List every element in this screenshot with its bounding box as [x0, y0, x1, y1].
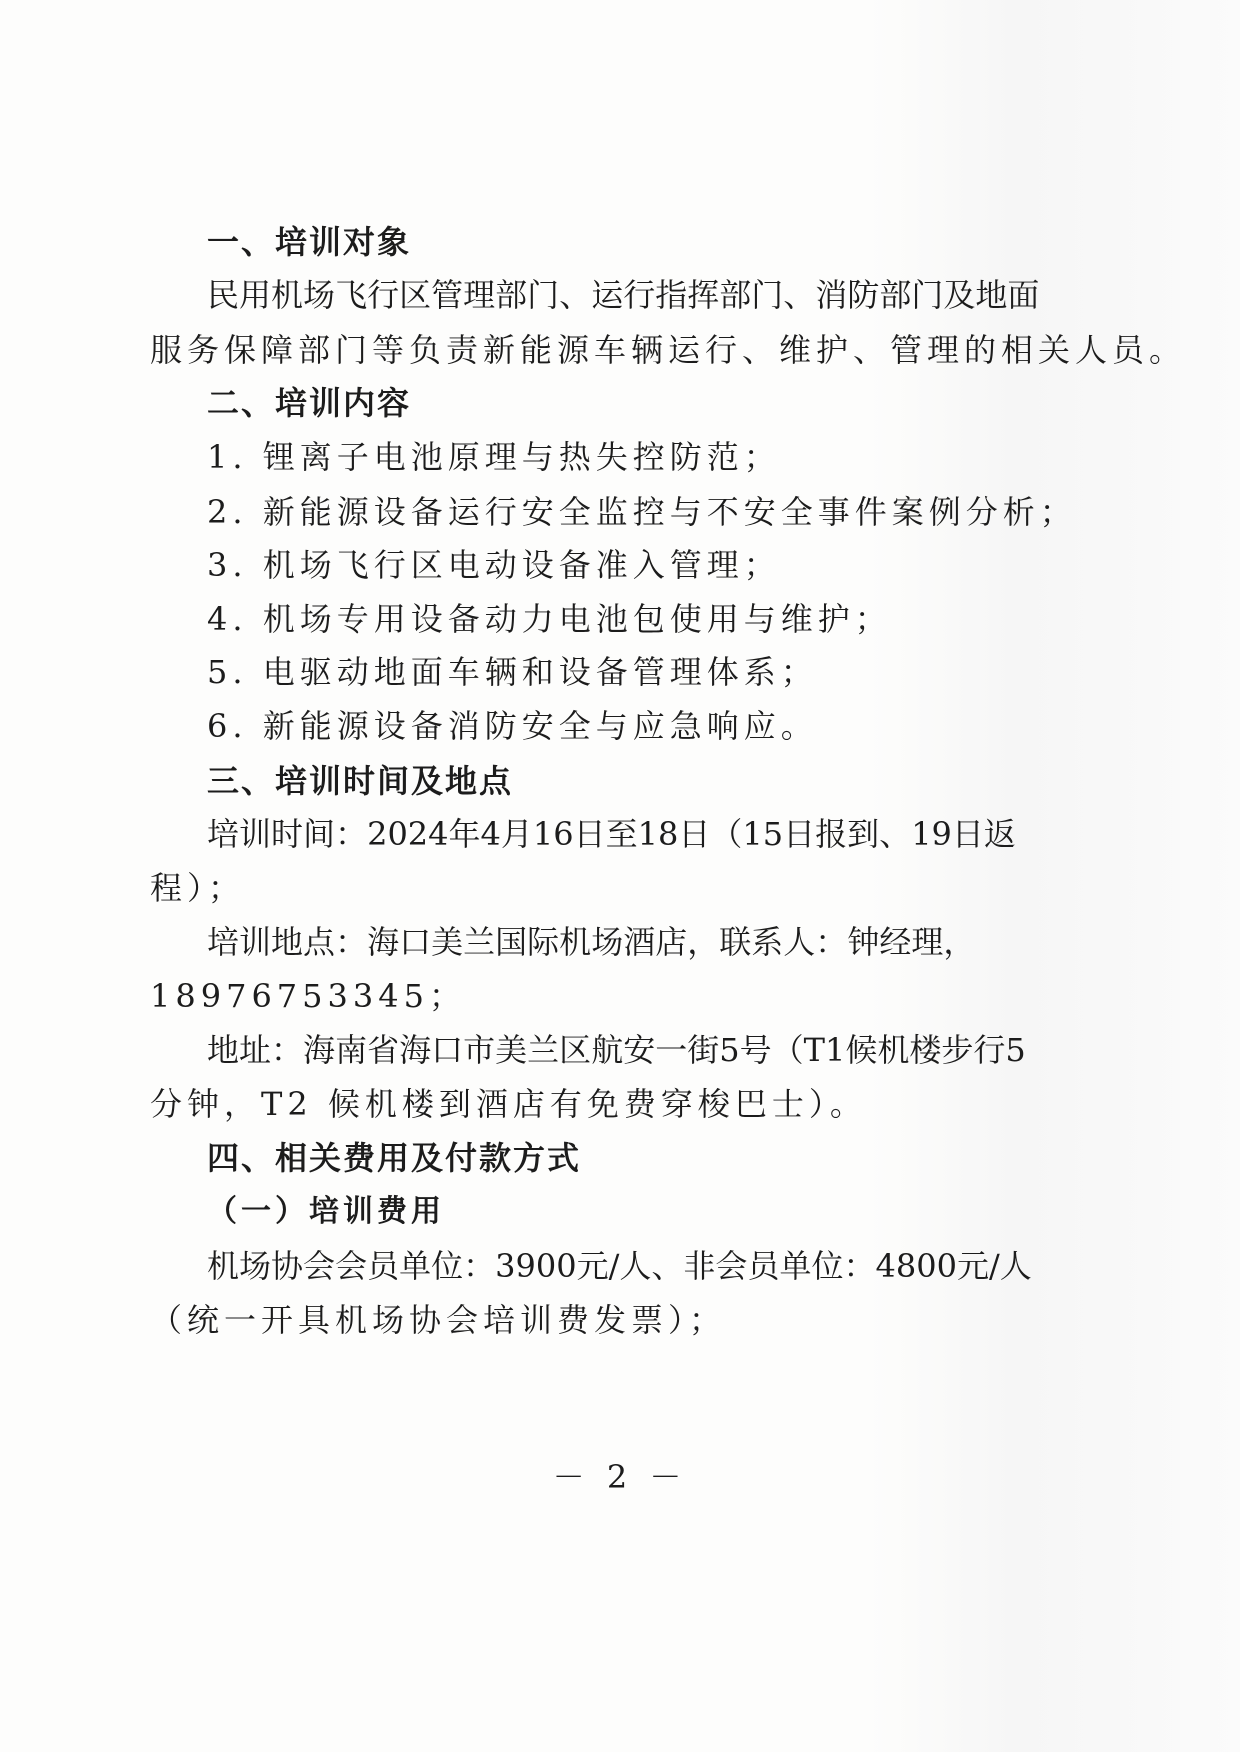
paragraph-address-line-1 — [207, 1030, 1026, 1070]
text-glyph: 省 — [367, 1031, 400, 1069]
list-item-content-3: 3. 机场飞行区电动设备准入管理； — [207, 546, 781, 584]
text-glyph: 行 — [367, 276, 400, 314]
text-glyph: 元 — [576, 1247, 609, 1285]
text-glyph: / — [608, 1247, 620, 1285]
text-glyph: 人 — [999, 1247, 1032, 1285]
text-glyph: 至 — [605, 815, 638, 853]
text-glyph: 酒 — [623, 923, 656, 961]
text-glyph: 系 — [751, 923, 784, 961]
paragraph-training-time-line-1 — [207, 814, 1016, 854]
text-glyph: 训 — [239, 923, 272, 961]
text-glyph: 海 — [399, 1031, 432, 1069]
text-glyph: 到 — [847, 815, 880, 853]
text-glyph: 3900 — [495, 1247, 577, 1285]
list-item-content-5: 5. 电驱动地面车辆和设备管理体系； — [207, 653, 818, 691]
text-glyph: 会 — [303, 1247, 336, 1285]
text-glyph: 间 — [303, 815, 336, 853]
text-glyph: 4800 — [875, 1247, 957, 1285]
text-glyph: 区 — [559, 1031, 592, 1069]
text-glyph: 机 — [559, 923, 592, 961]
text-glyph: 地 — [207, 1031, 240, 1069]
text-glyph: 经 — [879, 923, 912, 961]
text-glyph: 场 — [303, 276, 336, 314]
text-glyph: 候 — [845, 1031, 878, 1069]
text-glyph: 钟 — [847, 923, 880, 961]
paragraph-fees-line-1 — [207, 1246, 1032, 1286]
text-glyph: 5 — [1005, 1031, 1026, 1069]
text-glyph: 日 — [783, 815, 816, 853]
text-glyph: （ — [710, 815, 743, 853]
text-glyph: 号 — [739, 1031, 772, 1069]
text-glyph: 人 — [783, 923, 816, 961]
text-glyph: 场 — [239, 1247, 272, 1285]
text-glyph: 步 — [941, 1031, 974, 1069]
text-glyph: 2024 — [367, 815, 449, 853]
text-glyph: 非 — [683, 1247, 716, 1285]
text-glyph: 元 — [956, 1247, 989, 1285]
text-glyph: 培 — [207, 923, 240, 961]
text-glyph: 市 — [463, 1031, 496, 1069]
text-glyph: 联 — [719, 923, 752, 961]
text-glyph: 兰 — [463, 923, 496, 961]
list-item-content-4: 4. 机场专用设备动力电池包使用与维护； — [207, 600, 892, 638]
text-glyph: 、 — [783, 276, 816, 314]
text-glyph: 人 — [619, 1247, 652, 1285]
text-glyph: ， — [943, 923, 976, 961]
text-glyph: 及 — [943, 276, 976, 314]
text-glyph: 年 — [448, 815, 481, 853]
text-glyph: 训 — [239, 815, 272, 853]
text-glyph: 机 — [207, 1247, 240, 1285]
text-glyph: 面 — [1007, 276, 1040, 314]
text-glyph: / — [988, 1247, 1000, 1285]
text-glyph: 会 — [335, 1247, 368, 1285]
text-glyph: 店 — [655, 923, 688, 961]
text-glyph: 门 — [527, 276, 560, 314]
text-glyph: ： — [335, 815, 368, 853]
text-glyph: 门 — [751, 276, 784, 314]
text-glyph: 单 — [779, 1247, 812, 1285]
text-glyph: ， — [687, 923, 720, 961]
text-glyph: 5 — [719, 1031, 740, 1069]
text-glyph: 报 — [815, 815, 848, 853]
text-glyph: 、 — [879, 815, 912, 853]
text-glyph: 航 — [591, 1031, 624, 1069]
text-glyph: 楼 — [909, 1031, 942, 1069]
list-item-content-6: 6. 新能源设备消防安全与应急响应。 — [207, 707, 818, 745]
text-glyph: （ — [771, 1031, 804, 1069]
text-glyph: 运 — [591, 276, 624, 314]
text-glyph: 时 — [271, 815, 304, 853]
text-glyph: 18 — [637, 815, 679, 853]
text-glyph: 防 — [847, 276, 880, 314]
text-glyph: ： — [335, 923, 368, 961]
text-glyph: 理 — [463, 276, 496, 314]
text-glyph: 行 — [973, 1031, 1006, 1069]
text-glyph: 口 — [399, 923, 432, 961]
text-glyph: 安 — [623, 1031, 656, 1069]
text-glyph: 海 — [303, 1031, 336, 1069]
text-glyph: T1 — [803, 1031, 846, 1069]
text-glyph: 部 — [719, 276, 752, 314]
text-glyph: 点 — [303, 923, 336, 961]
text-glyph: 理 — [911, 923, 944, 961]
paragraph-training-target-line-1 — [207, 275, 1040, 315]
text-glyph: 日 — [573, 815, 606, 853]
text-glyph: 、 — [651, 1247, 684, 1285]
text-glyph: 美 — [431, 923, 464, 961]
text-glyph: 位 — [811, 1247, 844, 1285]
text-glyph: ： — [271, 1031, 304, 1069]
text-glyph: 场 — [591, 923, 624, 961]
text-glyph: ： — [463, 1247, 496, 1285]
text-glyph: 消 — [815, 276, 848, 314]
section-heading-training-content: 二、培训内容 — [207, 384, 412, 422]
section-heading-time-place: 三、培训时间及地点 — [207, 762, 514, 800]
text-glyph: 民 — [207, 276, 240, 314]
text-glyph: 指 — [655, 276, 688, 314]
section-heading-training-target: 一、培训对象 — [207, 223, 412, 261]
text-glyph: 管 — [431, 276, 464, 314]
text-glyph: 街 — [687, 1031, 720, 1069]
page-number: － 2 － — [552, 1458, 688, 1496]
text-glyph: 部 — [495, 276, 528, 314]
text-glyph: 口 — [431, 1031, 464, 1069]
text-glyph: 19 — [911, 815, 952, 853]
text-glyph: 会 — [715, 1247, 748, 1285]
text-glyph: 日 — [951, 815, 984, 853]
text-glyph: 位 — [431, 1247, 464, 1285]
text-glyph: 南 — [335, 1031, 368, 1069]
text-glyph: 兰 — [527, 1031, 560, 1069]
list-item-content-2: 2. 新能源设备运行安全监控与不安全事件案例分析； — [207, 493, 1077, 531]
text-glyph: 机 — [271, 276, 304, 314]
paragraph-fees-line-2: （统一开具机场协会培训费发票）； — [150, 1301, 727, 1339]
text-glyph: 地 — [975, 276, 1008, 314]
text-glyph: 飞 — [335, 276, 368, 314]
text-glyph: 员 — [747, 1247, 780, 1285]
text-glyph: 日 — [678, 815, 711, 853]
text-glyph: 、 — [559, 276, 592, 314]
text-glyph: 协 — [271, 1247, 304, 1285]
text-glyph: 址 — [239, 1031, 272, 1069]
text-glyph: 用 — [239, 276, 272, 314]
text-glyph: 单 — [399, 1247, 432, 1285]
paragraph-training-place-line-2: 18976753345； — [150, 977, 466, 1015]
text-glyph: 15 — [742, 815, 784, 853]
text-glyph: 门 — [911, 276, 944, 314]
text-glyph: 挥 — [687, 276, 720, 314]
text-glyph: 4 — [480, 815, 501, 853]
text-glyph: 区 — [399, 276, 432, 314]
text-glyph: 员 — [367, 1247, 400, 1285]
section-heading-fees-payment: 四、相关费用及付款方式 — [207, 1139, 582, 1177]
text-glyph: ： — [843, 1247, 876, 1285]
text-glyph: 美 — [495, 1031, 528, 1069]
list-item-content-1: 1. 锂离子电池原理与热失控防范； — [207, 438, 781, 476]
text-glyph: 月 — [500, 815, 533, 853]
paragraph-address-line-2: 分钟，T2 候机楼到酒店有免费穿梭巴士）。 — [150, 1085, 867, 1123]
text-glyph: 国 — [495, 923, 528, 961]
text-glyph: 行 — [623, 276, 656, 314]
text-glyph: 地 — [271, 923, 304, 961]
paragraph-training-time-line-2: 程）； — [150, 869, 246, 907]
paragraph-training-place-line-1 — [207, 922, 976, 962]
text-glyph: 部 — [879, 276, 912, 314]
text-glyph: 机 — [877, 1031, 910, 1069]
paragraph-training-target-line-2: 服务保障部门等负责新能源车辆运行、维护、管理的相关人员。 — [150, 331, 1187, 369]
text-glyph: 际 — [527, 923, 560, 961]
text-glyph: 一 — [655, 1031, 688, 1069]
text-glyph: ： — [815, 923, 848, 961]
text-glyph: 海 — [367, 923, 400, 961]
subheading-training-fees: （一）培训费用 — [207, 1194, 445, 1229]
text-glyph: 返 — [983, 815, 1016, 853]
text-glyph: 16 — [532, 815, 574, 853]
text-glyph: 培 — [207, 815, 240, 853]
